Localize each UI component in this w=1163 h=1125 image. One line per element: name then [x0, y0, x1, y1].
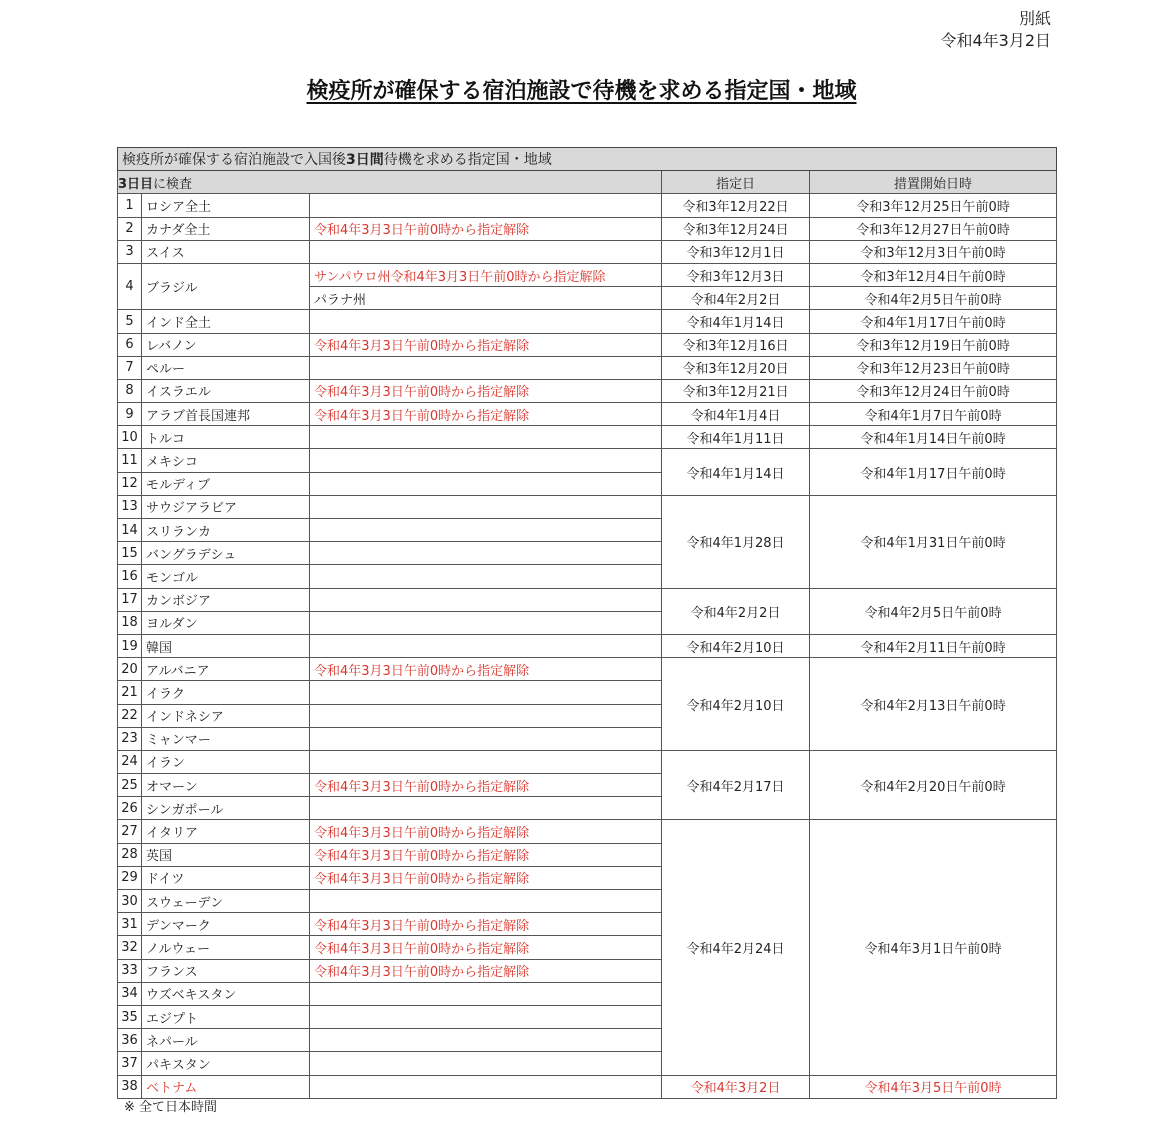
note-cell: 令和4年3月3日午前0時から指定解除: [310, 913, 662, 936]
row-number-cell: 33: [118, 959, 142, 982]
table-row: [118, 310, 1057, 333]
note-cell-sub: パラナ州: [310, 287, 662, 310]
note-cell: [310, 542, 662, 565]
start-datetime-cell: 令和3年12月19日午前0時: [810, 333, 1057, 356]
table-row: [118, 240, 1057, 263]
column-header-start-datetime: 措置開始日時: [810, 171, 1057, 194]
country-name-cell: アルバニア: [142, 658, 310, 681]
start-datetime-cell: 令和3年12月27日午前0時: [810, 217, 1057, 240]
note-cell: サンパウロ州令和4年3月3日午前0時から指定解除: [310, 263, 662, 286]
country-name-cell: バングラデシュ: [142, 542, 310, 565]
country-name-cell: インドネシア: [142, 704, 310, 727]
country-name-cell: レバノン: [142, 333, 310, 356]
country-name-cell: ヨルダン: [142, 611, 310, 634]
table-row: [118, 217, 1057, 240]
designation-date-cell: 令和3年12月3日: [662, 263, 810, 286]
designation-date-cell: 令和4年2月17日: [662, 750, 810, 820]
start-datetime-cell: 令和3年12月25日午前0時: [810, 194, 1057, 217]
note-cell: 令和4年3月3日午前0時から指定解除: [310, 403, 662, 426]
start-datetime-cell: 令和3年12月3日午前0時: [810, 240, 1057, 263]
country-name-cell: カンボジア: [142, 588, 310, 611]
note-cell: [310, 472, 662, 495]
column-header-designation-date: 指定日: [662, 171, 810, 194]
table-row: [118, 449, 1057, 472]
row-number-cell: 2: [118, 217, 142, 240]
country-name-cell: ミャンマー: [142, 727, 310, 750]
start-datetime-cell: 令和4年1月14日午前0時: [810, 426, 1057, 449]
country-name-cell: モルディブ: [142, 472, 310, 495]
country-name-cell: ドイツ: [142, 866, 310, 889]
row-number-cell: 32: [118, 936, 142, 959]
row-number-cell: 6: [118, 333, 142, 356]
note-cell: [310, 356, 662, 379]
document-corner-info: [940, 8, 1051, 52]
note-cell: [310, 194, 662, 217]
country-name-cell: スイス: [142, 240, 310, 263]
designation-date-cell: 令和3年12月22日: [662, 194, 810, 217]
designation-date-cell: 令和3年12月1日: [662, 240, 810, 263]
row-number-cell: 29: [118, 866, 142, 889]
designation-date-cell: 令和4年3月2日: [662, 1075, 810, 1098]
country-name-cell: アラブ首長国連邦: [142, 403, 310, 426]
row-number-cell: 35: [118, 1005, 142, 1028]
table-row: [118, 333, 1057, 356]
row-number-cell: 25: [118, 774, 142, 797]
note-cell: 令和4年3月3日午前0時から指定解除: [310, 333, 662, 356]
country-name-cell: ロシア全土: [142, 194, 310, 217]
designation-date-cell: 令和4年1月28日: [662, 495, 810, 588]
row-number-cell: 14: [118, 519, 142, 542]
row-number-cell: 22: [118, 704, 142, 727]
country-name-cell: スリランカ: [142, 519, 310, 542]
row-number-cell: 27: [118, 820, 142, 843]
row-number-cell: 21: [118, 681, 142, 704]
row-number-cell: 5: [118, 310, 142, 333]
note-cell: [310, 727, 662, 750]
note-cell: 令和4年3月3日午前0時から指定解除: [310, 820, 662, 843]
designation-date-cell: 令和4年2月2日: [662, 588, 810, 634]
caption-bold-text: 3日間: [346, 152, 384, 169]
note-cell: [310, 797, 662, 820]
row-number-cell: 15: [118, 542, 142, 565]
note-cell: [310, 704, 662, 727]
note-cell: [310, 750, 662, 773]
row-number-cell: 7: [118, 356, 142, 379]
note-cell: [310, 1052, 662, 1075]
country-name-cell: モンゴル: [142, 565, 310, 588]
note-cell: [310, 426, 662, 449]
row-number-cell: 38: [118, 1075, 142, 1098]
start-datetime-cell: 令和4年2月20日午前0時: [810, 750, 1057, 820]
table-row: [118, 1075, 1057, 1098]
country-name-cell: ウズベキスタン: [142, 982, 310, 1005]
row-number-cell: 16: [118, 565, 142, 588]
table-row: [118, 403, 1057, 426]
country-name-cell: メキシコ: [142, 449, 310, 472]
start-datetime-cell: 令和4年1月7日午前0時: [810, 403, 1057, 426]
designation-date-cell: 令和4年2月2日: [662, 287, 810, 310]
start-datetime-cell: 令和4年1月17日午前0時: [810, 310, 1057, 333]
table-caption-row: [118, 148, 1057, 171]
country-name-cell: パキスタン: [142, 1052, 310, 1075]
designation-date-cell: 令和3年12月24日: [662, 217, 810, 240]
note-cell: 令和4年3月3日午前0時から指定解除: [310, 843, 662, 866]
column-header-test-day: [118, 171, 662, 194]
start-datetime-cell: 令和3年12月23日午前0時: [810, 356, 1057, 379]
row-number-cell: 4: [118, 263, 142, 309]
note-cell: 令和4年3月3日午前0時から指定解除: [310, 379, 662, 402]
row-number-cell: 36: [118, 1029, 142, 1052]
start-datetime-cell: 令和4年3月1日午前0時: [810, 820, 1057, 1075]
country-name-cell: イタリア: [142, 820, 310, 843]
country-name-cell: オマーン: [142, 774, 310, 797]
country-name-cell: カナダ全土: [142, 217, 310, 240]
country-name-cell: シンガポール: [142, 797, 310, 820]
note-cell: [310, 565, 662, 588]
designation-date-cell: 令和4年1月14日: [662, 310, 810, 333]
designated-countries-table: [117, 147, 1057, 1099]
country-name-cell: 韓国: [142, 634, 310, 657]
start-datetime-cell: 令和4年2月11日午前0時: [810, 634, 1057, 657]
table-row: [118, 495, 1057, 518]
start-datetime-cell: 令和4年3月5日午前0時: [810, 1075, 1057, 1098]
start-datetime-cell: 令和3年12月24日午前0時: [810, 379, 1057, 402]
row-number-cell: 18: [118, 611, 142, 634]
country-name-cell: スウェーデン: [142, 890, 310, 913]
row-number-cell: 30: [118, 890, 142, 913]
designation-date-cell: 令和4年1月4日: [662, 403, 810, 426]
table-row: [118, 194, 1057, 217]
country-name-cell: インド全土: [142, 310, 310, 333]
note-cell: [310, 681, 662, 704]
row-number-cell: 23: [118, 727, 142, 750]
country-name-cell: エジプト: [142, 1005, 310, 1028]
note-cell: 令和4年3月3日午前0時から指定解除: [310, 217, 662, 240]
row-number-cell: 28: [118, 843, 142, 866]
table-row: [118, 820, 1057, 843]
designation-date-cell: 令和4年2月10日: [662, 634, 810, 657]
note-cell: [310, 634, 662, 657]
country-name-cell: ブラジル: [142, 263, 310, 309]
start-datetime-cell: 令和4年1月31日午前0時: [810, 495, 1057, 588]
note-cell: 令和4年3月3日午前0時から指定解除: [310, 959, 662, 982]
table-body: [118, 194, 1057, 1098]
note-cell: [310, 982, 662, 1005]
country-name-cell: イスラエル: [142, 379, 310, 402]
note-cell: 令和4年3月3日午前0時から指定解除: [310, 936, 662, 959]
country-name-cell: フランス: [142, 959, 310, 982]
footnote: ※ 全て日本時間: [124, 1100, 218, 1115]
designation-date-cell: 令和4年2月24日: [662, 820, 810, 1075]
country-name-cell: ベトナム: [142, 1075, 310, 1098]
row-number-cell: 3: [118, 240, 142, 263]
country-name-cell: サウジアラビア: [142, 495, 310, 518]
start-datetime-cell: 令和4年1月17日午前0時: [810, 449, 1057, 495]
row-number-cell: 12: [118, 472, 142, 495]
document-title: [0, 74, 1163, 105]
note-cell: [310, 519, 662, 542]
note-cell: [310, 449, 662, 472]
country-name-cell: ノルウェー: [142, 936, 310, 959]
table-row: [118, 634, 1057, 657]
table-header-row: [118, 171, 1057, 194]
row-number-cell: 31: [118, 913, 142, 936]
row-number-cell: 11: [118, 449, 142, 472]
note-cell: [310, 1005, 662, 1028]
country-name-cell: 英国: [142, 843, 310, 866]
note-cell: 令和4年3月3日午前0時から指定解除: [310, 774, 662, 797]
table-row: [118, 379, 1057, 402]
note-cell: [310, 890, 662, 913]
country-name-cell: トルコ: [142, 426, 310, 449]
row-number-cell: 1: [118, 194, 142, 217]
note-cell: [310, 495, 662, 518]
row-number-cell: 10: [118, 426, 142, 449]
table-row: [118, 588, 1057, 611]
row-number-cell: 34: [118, 982, 142, 1005]
designation-date-cell: 令和4年1月14日: [662, 449, 810, 495]
caption-text-end: 待機を求める指定国・地域: [383, 152, 552, 169]
row-number-cell: 37: [118, 1052, 142, 1075]
note-cell: [310, 310, 662, 333]
country-name-cell: デンマーク: [142, 913, 310, 936]
designation-date-cell: 令和3年12月20日: [662, 356, 810, 379]
table-row: [118, 750, 1057, 773]
country-name-cell: イラク: [142, 681, 310, 704]
table-row: [118, 356, 1057, 379]
row-number-cell: 24: [118, 750, 142, 773]
note-cell: [310, 240, 662, 263]
designation-date-cell: 令和4年2月10日: [662, 658, 810, 751]
row-number-cell: 26: [118, 797, 142, 820]
designation-date-cell: 令和4年1月11日: [662, 426, 810, 449]
designation-date-cell: 令和3年12月21日: [662, 379, 810, 402]
start-datetime-cell: 令和3年12月4日午前0時: [810, 263, 1057, 286]
row-number-cell: 17: [118, 588, 142, 611]
start-datetime-cell: 令和4年2月13日午前0時: [810, 658, 1057, 751]
start-datetime-cell: 令和4年2月5日午前0時: [810, 287, 1057, 310]
note-cell: [310, 588, 662, 611]
country-name-cell: ペルー: [142, 356, 310, 379]
row-number-cell: 8: [118, 379, 142, 402]
note-cell: [310, 611, 662, 634]
table-row: [118, 263, 1057, 286]
issue-date: 令和4年3月2日: [940, 31, 1051, 50]
designation-date-cell: 令和3年12月16日: [662, 333, 810, 356]
column-header-bold: 3日目: [118, 176, 154, 192]
column-header-text: に検査: [153, 176, 193, 192]
start-datetime-cell: 令和4年2月5日午前0時: [810, 588, 1057, 634]
row-number-cell: 19: [118, 634, 142, 657]
note-cell: [310, 1029, 662, 1052]
caption-text: 検疫所が確保する宿泊施設で入国後: [122, 152, 346, 169]
note-cell: 令和4年3月3日午前0時から指定解除: [310, 658, 662, 681]
row-number-cell: 13: [118, 495, 142, 518]
table-row: [118, 658, 1057, 681]
attachment-label: 別紙: [1018, 9, 1051, 28]
country-name-cell: ネパール: [142, 1029, 310, 1052]
row-number-cell: 9: [118, 403, 142, 426]
table-row: [118, 426, 1057, 449]
document-title-text: 検疫所が確保する宿泊施設で待機を求める指定国・地域: [306, 79, 857, 104]
country-name-cell: イラン: [142, 750, 310, 773]
table-caption: [118, 148, 1057, 171]
note-cell: [310, 1075, 662, 1098]
row-number-cell: 20: [118, 658, 142, 681]
note-cell: 令和4年3月3日午前0時から指定解除: [310, 866, 662, 889]
